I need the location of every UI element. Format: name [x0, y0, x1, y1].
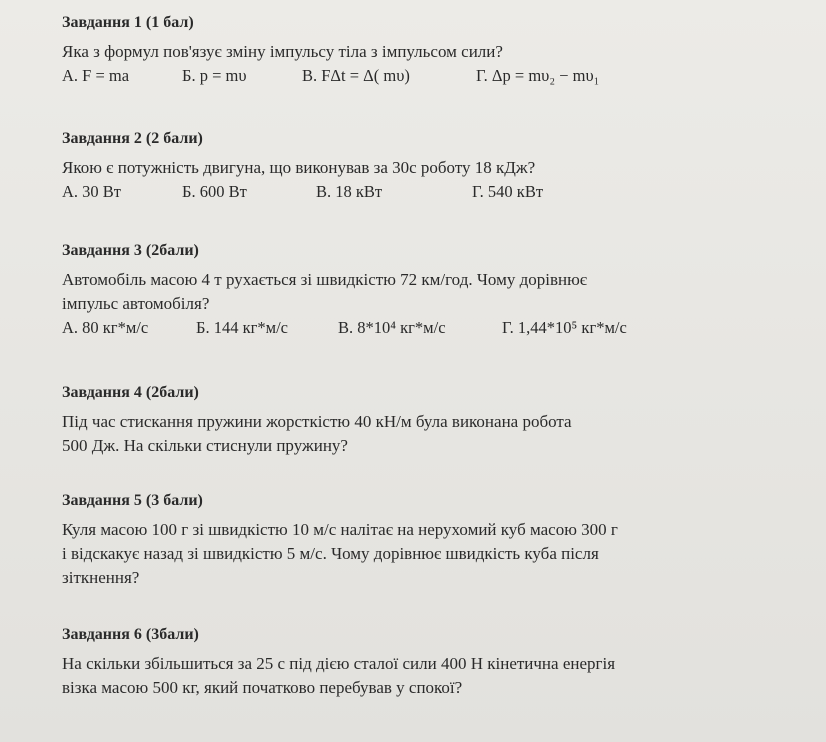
answer-a: А. F = ma [62, 66, 130, 85]
task-question-line: Куля масою 100 г зі швидкістю 10 м/с налітає на нерухомий куб масою 300 г [62, 520, 618, 539]
answer-options [62, 316, 782, 342]
answer-b: Б. p = mυ [182, 66, 247, 85]
task-title: Завдання 5 (3 бали) [62, 492, 203, 509]
task-3 [62, 240, 782, 342]
task-question: Яка з формул пов'язує зміну імпульсу тіла з імпульсом сили? [62, 42, 503, 61]
task-question-line: і відскакує назад зі швидкістю 5 м/с. Чому дорівнює швидкість куба після [62, 544, 599, 563]
task-title: Завдання 1 (1 бал) [62, 14, 194, 31]
answer-d: Г. 1,44*10⁵ кг*м/с [502, 318, 627, 337]
task-question-line: імпульс автомобіля? [62, 294, 210, 313]
task-question-line: візка масою 500 кг, який початково перебував у спокої? [62, 678, 463, 697]
answer-a: А. 30 Вт [62, 182, 122, 201]
task-6 [62, 624, 782, 700]
task-title: Завдання 2 (2 бали) [62, 130, 203, 147]
task-4 [62, 382, 782, 458]
answer-d: Г. 540 кВт [472, 182, 544, 201]
task-question-line: Під час стискання пружини жорсткістю 40 кН/м була виконана робота [62, 412, 572, 431]
task-2 [62, 128, 782, 206]
answer-b: Б. 144 кг*м/с [196, 318, 288, 337]
answer-options [62, 180, 782, 206]
answer-d: Г. Δp = mυ₂ − mυ₁ [476, 66, 600, 85]
task-1 [62, 12, 782, 90]
task-question: Якою є потужність двигуна, що виконував за 30с роботу 18 кДж? [62, 158, 536, 177]
answer-c: В. FΔt = Δ( mυ) [302, 66, 410, 85]
task-question-line: На скільки збільшиться за 25 с під дією сталої сили 400 Н кінетична енергія [62, 654, 616, 673]
answer-options [62, 64, 782, 90]
task-title: Завдання 6 (3бали) [62, 626, 199, 643]
answer-a: А. 80 кг*м/с [62, 318, 149, 337]
answer-c: В. 8*10⁴ кг*м/с [338, 318, 446, 337]
task-question-line: 500 Дж. На скільки стиснули пружину? [62, 436, 348, 455]
task-title: Завдання 3 (2бали) [62, 242, 199, 259]
task-title: Завдання 4 (2бали) [62, 384, 199, 401]
answer-b: Б. 600 Вт [182, 182, 247, 201]
answer-c: В. 18 кВт [316, 182, 383, 201]
task-question-line: Автомобіль масою 4 т рухається зі швидкістю 72 км/год. Чому дорівнює [62, 270, 588, 289]
task-question-line: зіткнення? [62, 568, 140, 587]
task-5 [62, 490, 782, 590]
